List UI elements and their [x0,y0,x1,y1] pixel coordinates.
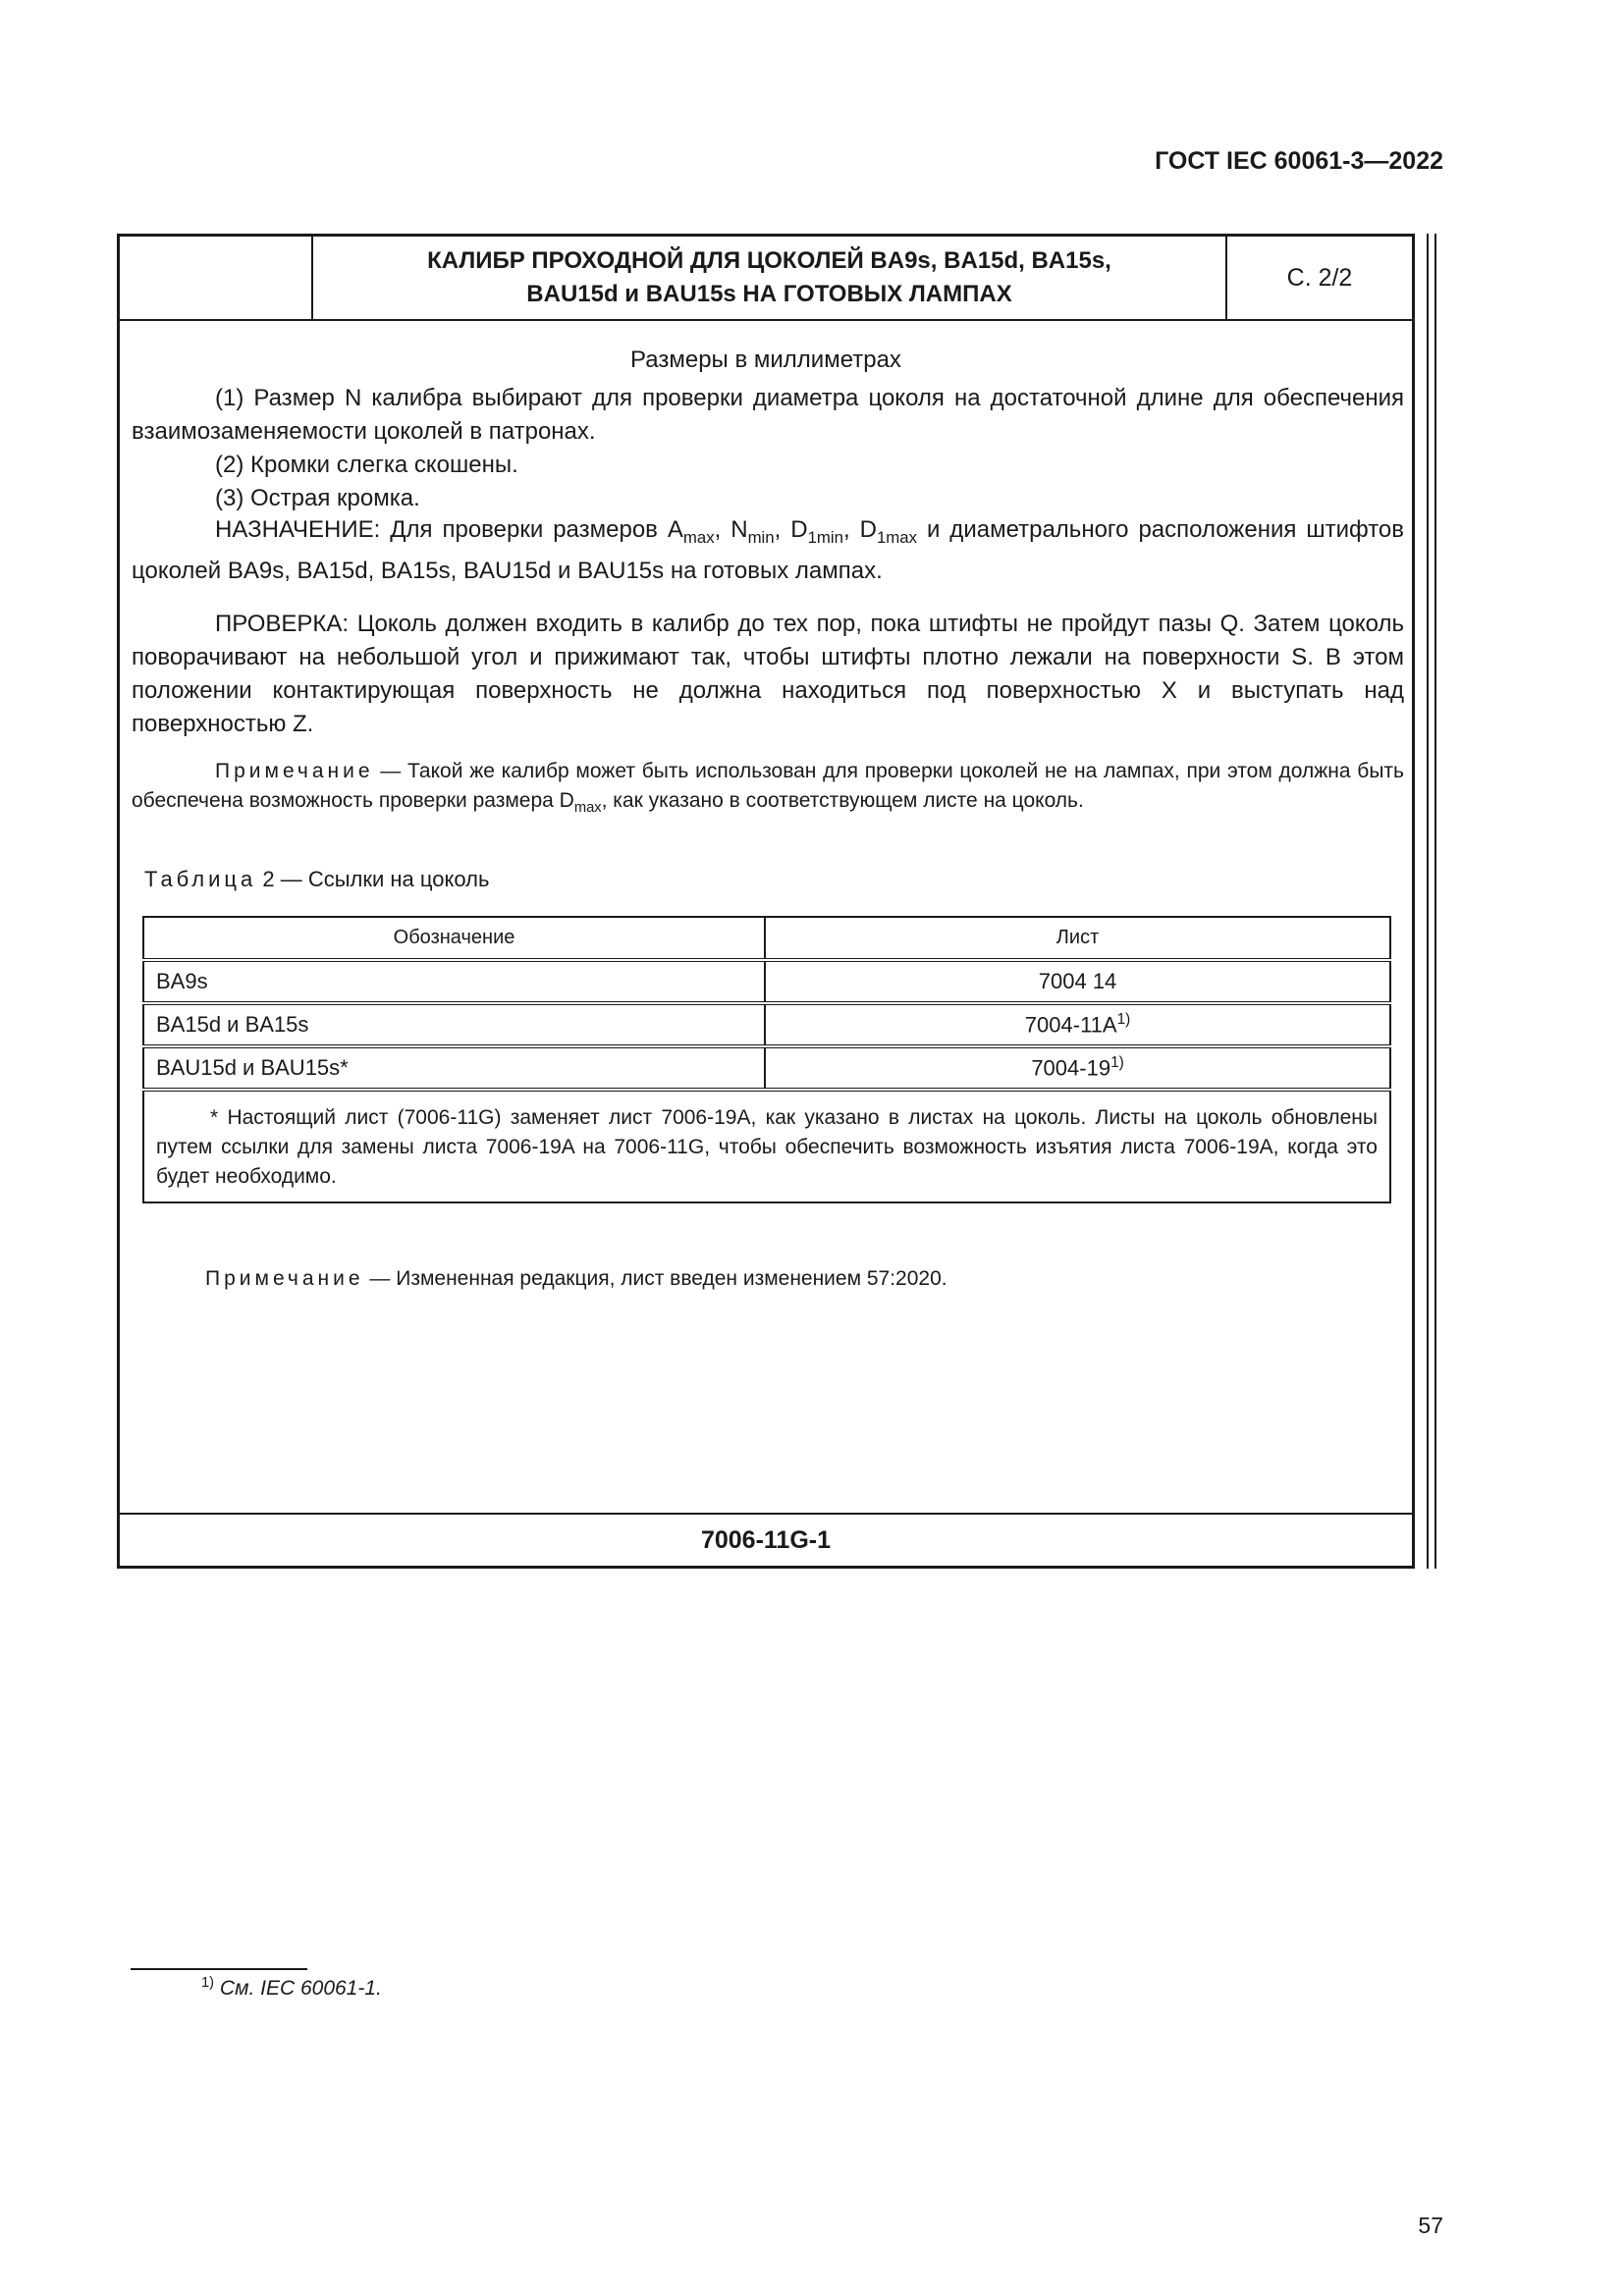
designation-cell: BA9s [143,960,765,1003]
frame-outer-line [1427,234,1429,1569]
page-footnote [201,1975,382,2001]
sheet-cell [765,1003,1390,1046]
document-code: ГОСТ IEC 60061-3—2022 [1155,147,1443,175]
note-text: — Измененная редакция, лист введен изменением 57:2020. [363,1267,947,1290]
table-caption-text: 2 — Ссылки на цоколь [256,867,490,891]
purpose-text: Для проверки размеров A [390,516,683,543]
footnote-mark: 1) [1110,1054,1124,1072]
purpose-text: , D [774,516,808,543]
sheet-value: 7004-11A [1024,1012,1117,1038]
subscript: max [573,800,602,817]
check-paragraph: ПРОВЕРКА: Цоколь должен входить в калибр до тех пор, пока штифты не пройдут пазы Q. Затем цоколь поворачивают на небольшой угол и прижимают так, чтобы штифты плотно лежали на поверхности S. В этом положении контактирующая поверхность не должна находиться под поверхностью X и выступать над поверхностью Z. [132,611,1404,737]
sheet-number: С. 2/2 [1286,263,1353,292]
header-divider [120,319,1412,321]
page-number: 57 [1418,2213,1443,2238]
footnote-text: См. IEC 60061-1. [214,1977,382,2000]
references-table [142,916,1391,1203]
designation-cell: BAU15d и BAU15s* [143,1046,765,1090]
purpose-text: , D [842,516,877,543]
units-caption: Размеры в миллиметрах [630,347,901,373]
purpose-label: НАЗНАЧЕНИЕ: [215,516,381,543]
sheet-code: 7006-11G-1 [700,1525,832,1554]
table-row [143,1046,1390,1090]
paragraph-1: (1) Размер N калибра выбирают для проверки диаметра цоколя на достаточной длине для обеспечения взаимозаменяемости цоколей в патронах. [132,385,1404,445]
footnote-rule [131,1968,307,1970]
purpose-text: и диаметрального расположения штифтов цоколей BA9s, BA15d, BA15s, BAU15d и BAU15s на готовых лампах. [132,516,1405,584]
table-footnote: * Настоящий лист (7006-11G) заменяет лист 7006-19A, как указано в листах на цоколь. Листы на цоколь обновлены путем ссылки для замены листа 7006-19A на 7006-11G, чтобы обеспечить возможность изъятия листа 7006-19A, когда это будет необходимо. [143,1090,1390,1202]
subscript: 1max [876,527,917,547]
paragraph-2: (2) Кромки слегка скошены. [215,452,518,478]
table-header-row [143,917,1390,960]
table-caption [144,867,489,892]
sheet-value: 7004-19 [1031,1055,1111,1081]
note-text: , как указано в соответствующем листе на цоколь. [601,789,1084,812]
purpose-paragraph [132,513,1404,588]
sheet-title-line-2: BAU15d и BAU15s НА ГОТОВЫХ ЛАМПАХ [526,281,1012,307]
sheet-frame [117,234,1415,1569]
footnote-mark: 1) [201,1975,215,1991]
subscript: min [747,527,775,547]
note-label: Примечание [205,1267,364,1290]
table-footnote-row [143,1090,1390,1202]
designation-cell: BA15d и BA15s [143,1003,765,1046]
frame-outer-line [1434,234,1436,1569]
sheet-title [313,237,1227,319]
note-1 [132,757,1404,823]
column-header: Лист [765,917,1390,960]
purpose-text: , N [714,516,748,543]
table-row [143,960,1390,1003]
table-caption-label: Таблица [144,867,257,891]
table-row [143,1003,1390,1046]
sheet-cell [765,1046,1390,1090]
sheet-value: 7004 14 [1038,969,1117,993]
sheet-cell [765,960,1390,1003]
sheet-title-line-1: КАЛИБР ПРОХОДНОЙ ДЛЯ ЦОКОЛЕЙ BA9s, BA15d, BA15s, [427,247,1111,274]
subscript: max [682,527,715,547]
header-empty-cell [120,237,313,319]
note-2 [205,1267,947,1291]
note-text: — Такой же калибр может быть использован для проверки цоколей не на лампах, при этом должна быть обеспечена возможность проверки размера D [132,760,1404,812]
footnote-mark: 1) [1116,1011,1131,1029]
paragraph-3: (3) Острая кромка. [215,485,420,511]
note-label: Примечание [215,760,374,782]
column-header: Обозначение [143,917,765,960]
subscript: 1min [807,527,843,547]
